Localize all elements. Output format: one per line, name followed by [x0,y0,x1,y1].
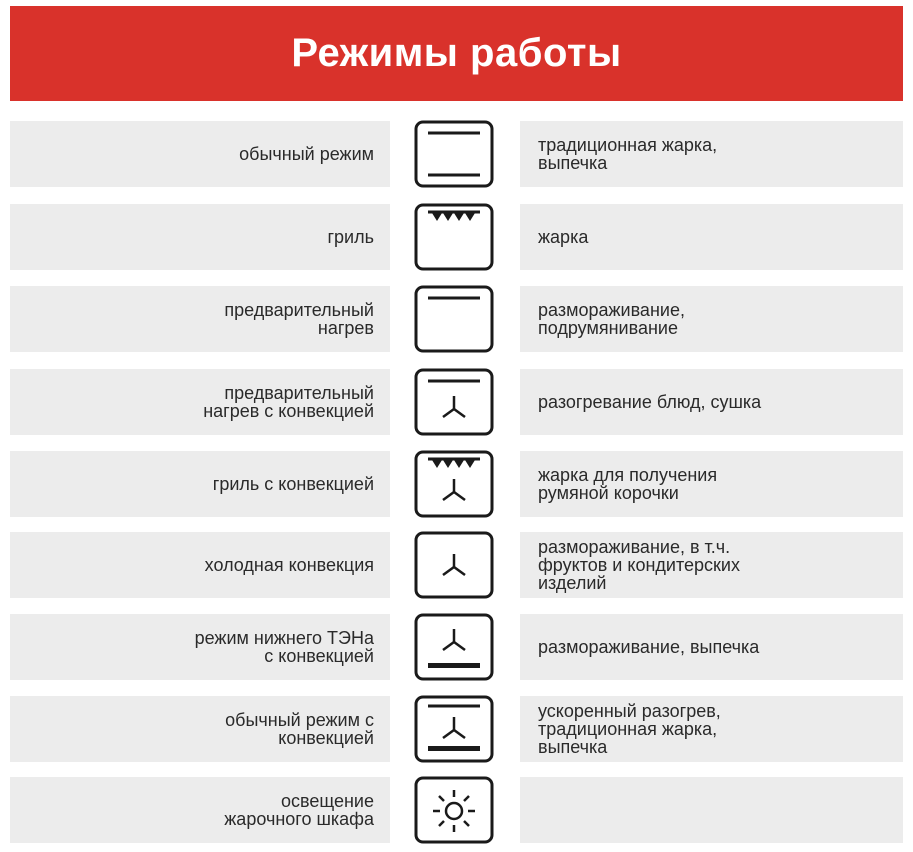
mode-name: гриль [327,227,374,247]
mode-use-cell [520,369,903,435]
mode-name-cell [10,369,390,435]
mode-name-cell [10,451,390,517]
mode-use: разогревание блюд, сушка [538,392,762,412]
mode-row-preheat [0,286,913,352]
mode-row-oven-light [0,777,913,843]
mode-use-cell [520,451,903,517]
mode-name-cell [10,696,390,762]
mode-name: предварительный нагрев [224,300,374,338]
oven-top-bottom-heat-fan-icon [414,695,494,763]
oven-top-heat-icon [414,285,494,353]
mode-name-cell [10,614,390,680]
mode-name: гриль с конвекцией [212,474,374,494]
mode-row-cold-convection [0,532,913,598]
mode-use: размораживание, выпечка [538,637,760,657]
mode-name: предварительный нагрев с конвекцией [203,383,374,421]
mode-use-cell [520,614,903,680]
mode-use: размораживание, в т.ч. фруктов и кондитерских изделий [538,537,740,593]
mode-use: размораживание, подрумянивание [538,300,685,338]
header-banner [10,6,903,101]
mode-use: жарка [538,227,589,247]
oven-top-bottom-heat-icon [414,120,494,188]
mode-row-grill-convection [0,451,913,517]
mode-name-cell [10,532,390,598]
mode-name-cell [10,286,390,352]
page-title: Режимы работы [291,31,622,75]
mode-name: обычный режим [239,144,374,164]
mode-row-bottom-heat-convection [0,614,913,680]
mode-name: режим нижнего ТЭНа с конвекцией [194,628,374,666]
mode-name-cell [10,204,390,270]
oven-bottom-heat-fan-icon [414,613,494,681]
mode-row-preheat-convection [0,369,913,435]
oven-light-icon [414,776,494,844]
mode-row-conventional [0,121,913,187]
mode-row-grill [0,204,913,270]
mode-name-cell [10,777,390,843]
mode-row-conventional-convection [0,696,913,762]
oven-grill-fan-icon [414,450,494,518]
oven-grill-icon [414,203,494,271]
mode-use-cell [520,696,903,762]
oven-fan-icon [414,531,494,599]
mode-name: обычный режим с конвекцией [225,710,374,748]
mode-use: ускоренный разогрев, традиционная жарка, выпечка [538,701,721,757]
mode-use-cell [520,286,903,352]
mode-use-cell [520,204,903,270]
oven-top-heat-fan-icon [414,368,494,436]
mode-name-cell [10,121,390,187]
mode-use: традиционная жарка, выпечка [538,135,718,173]
mode-use-cell [520,777,903,843]
mode-use-cell [520,121,903,187]
mode-name: холодная конвекция [204,555,374,575]
mode-use-cell [520,532,903,598]
mode-use: жарка для получения румяной корочки [538,465,718,503]
mode-name: освещение жарочного шкафа [224,791,374,829]
